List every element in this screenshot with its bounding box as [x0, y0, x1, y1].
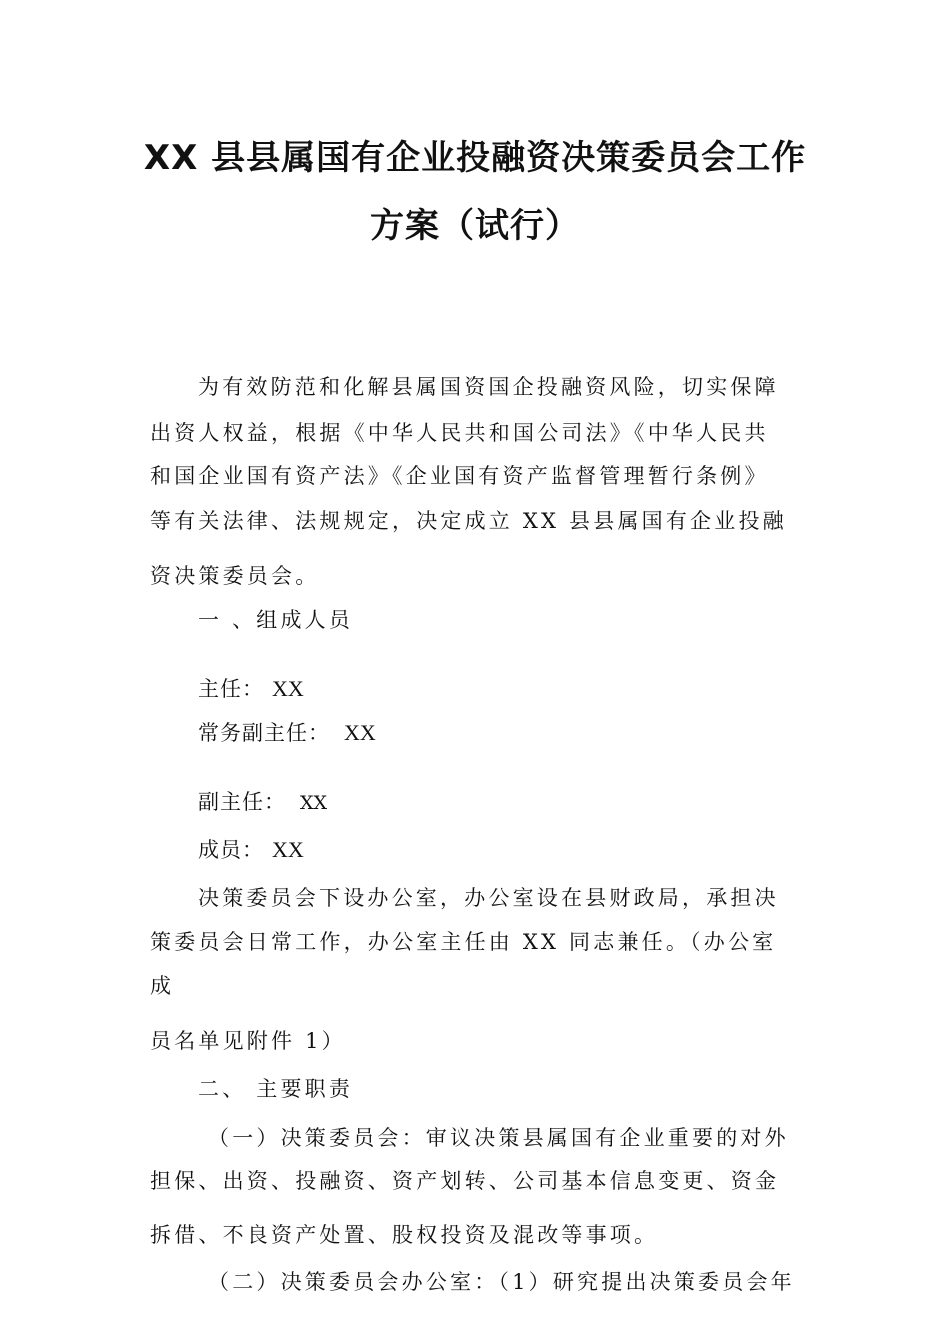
office-line-3: 成 — [150, 974, 175, 998]
deputy-value: XX — [300, 792, 328, 814]
exec-deputy-value: XX — [344, 720, 376, 745]
director-value: XX — [272, 676, 304, 701]
office-line-1: 决策委员会下设办公室，办公室设在县财政局，承担决 — [198, 886, 779, 910]
director-label: 主任： — [198, 677, 264, 701]
intro-line-2: 出资人权益，根据《中华人民共和国公司法》《中华人民共 — [150, 421, 769, 445]
director-line — [198, 674, 304, 704]
members-line — [198, 835, 304, 865]
intro-line-1: 为有效防范和化解县属国资国企投融资风险，切实保障 — [198, 375, 779, 399]
document-title-line-1: XX 县县属国有企业投融资决策委员会工作 — [143, 138, 807, 178]
section-2-heading: 二、 主要职责 — [198, 1077, 354, 1101]
office-line-4: 员名单见附件 1） — [150, 1029, 346, 1053]
deputy-line — [198, 787, 327, 818]
duty-item-1-line-1: （一）决策委员会：审议决策县属国有企业重要的对外 — [208, 1126, 789, 1150]
duty-item-2-line-1: （二）决策委员会办公室：（1）研究提出决策委员会年 — [208, 1270, 795, 1294]
intro-line-5: 资决策委员会。 — [150, 564, 320, 588]
duty-item-1-line-2: 担保、出资、投融资、资产划转、公司基本信息变更、资金 — [150, 1169, 780, 1193]
section-1-heading: 一 、组成人员 — [198, 608, 354, 632]
deputy-label: 副主任： — [198, 790, 286, 814]
intro-line-3: 和国企业国有资产法》《企业国有资产监督管理暂行条例》 — [150, 464, 769, 488]
office-line-2: 策委员会日常工作，办公室主任由 XX 同志兼任。（办公室 — [150, 930, 777, 954]
members-value: XX — [272, 837, 304, 862]
intro-line-4: 等有关法律、法规规定，决定成立 XX 县县属国有企业投融 — [150, 509, 787, 533]
document-title-line-2: 方案（试行） — [370, 206, 580, 246]
exec-deputy-label: 常务副主任： — [198, 721, 330, 745]
exec-deputy-line — [198, 718, 376, 748]
members-label: 成员： — [198, 838, 264, 862]
duty-item-1-line-3: 拆借、不良资产处置、股权投资及混改等事项。 — [150, 1223, 659, 1247]
